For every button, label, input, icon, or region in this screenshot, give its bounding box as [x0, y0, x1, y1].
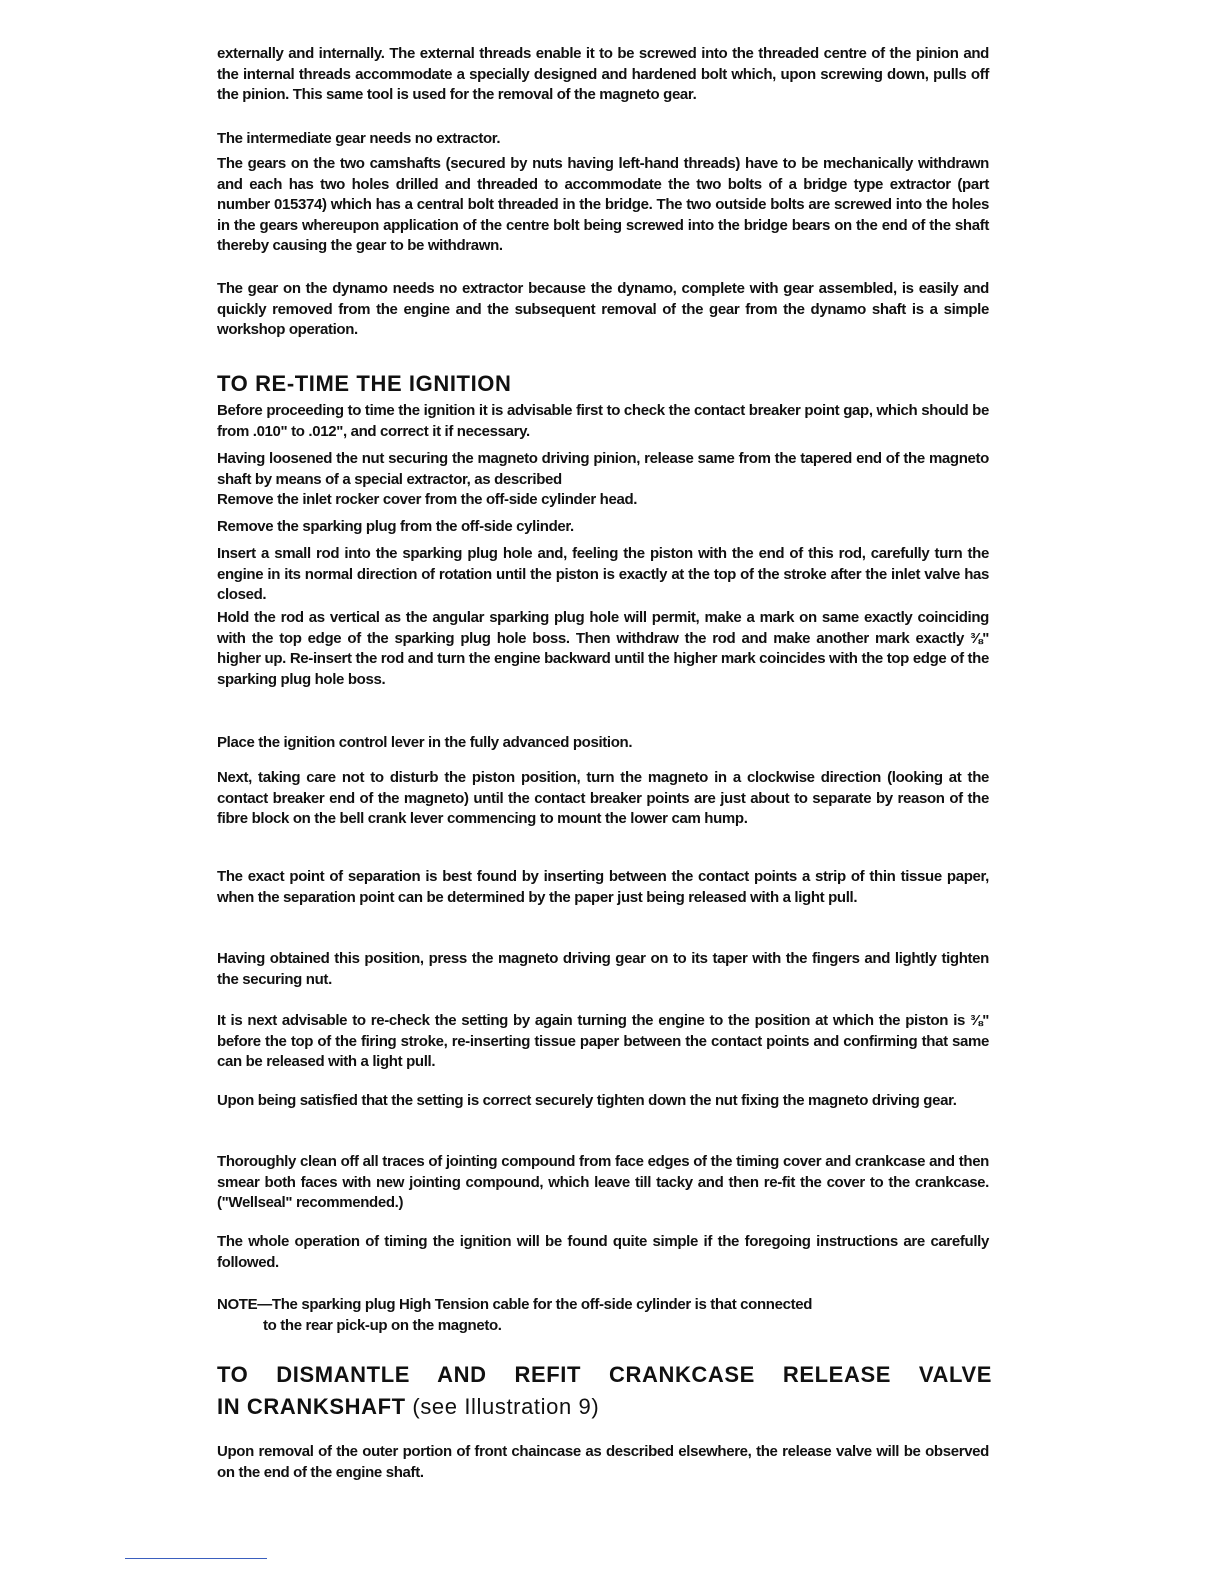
paragraph: Remove the sparking plug from the off-side cylinder. [217, 518, 574, 535]
paragraph: Place the ignition control lever in the fully advanced position. [217, 734, 633, 751]
paragraph: Upon being satisfied that the setting is correct securely tighten down the nut fixing the magneto driving gear. [217, 1092, 957, 1109]
heading-text: IN CRANKSHAFT [217, 1394, 406, 1419]
illustration-reference: (see Illustration 9) [412, 1394, 600, 1419]
paragraph: Hold the rod as vertical as the angular sparking plug hole will permit, make a mark on same exactly coinciding with the top edge of the sparking plug hole boss. Then withdraw the rod and make another mark exactly ⅜" higher up. Re-insert the rod and turn the engine backward until the higher mark coincides with the top edge of the sparking plug hole boss. [217, 609, 989, 688]
heading-line-1: TO DISMANTLE AND REFIT CRANKCASE RELEASE VALVE [217, 1362, 992, 1387]
paragraph: Insert a small rod into the sparking plug hole and, feeling the piston with the end of this rod, carefully turn the engine in its normal direction of rotation until the piston is exactly at the top of the stroke after the inlet valve has closed. [217, 545, 989, 603]
section-heading-release-valve [217, 1359, 992, 1423]
paragraph: The whole operation of timing the ignition will be found quite simple if the foregoing instructions are carefully followed. [217, 1233, 989, 1271]
note-lead: NOTE—The sparking plug High Tension cable for the off-side cylinder is that connected [217, 1296, 813, 1313]
paragraph: The exact point of separation is best found by inserting between the contact points a strip of thin tissue paper, when the separation point can be determined by the paper just being released with a light pull. [217, 868, 989, 906]
paragraph: Next, taking care not to disturb the piston position, turn the magneto in a clockwise direction (looking at the contact breaker end of the magneto) until the contact breaker points are just about to separate by reason of the fibre block on the bell crank lever commencing to mount the lower cam hump. [217, 769, 989, 827]
section-heading-ignition: TO RE-TIME THE IGNITION [217, 371, 512, 396]
paragraph: The intermediate gear needs no extractor. [217, 130, 501, 147]
note [217, 1295, 989, 1336]
paragraph: Thoroughly clean off all traces of jointing compound from face edges of the timing cover and crankcase and then smear both faces with new jointing compound, which leave till tacky and then re-fit the cover to the crankcase. ("Wellseal" recommended.) [217, 1153, 989, 1211]
paragraph: Having obtained this position, press the magneto driving gear on to its taper with the fingers and lightly tighten the securing nut. [217, 950, 989, 988]
paragraph: Remove the inlet rocker cover from the off-side cylinder head. [217, 491, 638, 508]
paragraph: externally and internally. The external threads enable it to be screwed into the threaded centre of the pinion and the internal threads accommodate a specially designed and hardened bolt which, upon screwing down, pulls off the pinion. This same tool is used for the removal of the magneto gear. [217, 45, 989, 103]
paragraph: Having loosened the nut securing the magneto driving pinion, release same from the tapered end of the magneto shaft by means of a special extractor, as described [217, 450, 989, 488]
paragraph: Before proceeding to time the ignition it is advisable first to check the contact breaker point gap, which should be from .010" to .012", and correct it if necessary. [217, 402, 989, 440]
footnote-rule [125, 1558, 267, 1559]
paragraph: Upon removal of the outer portion of front chaincase as described elsewhere, the release valve will be observed on the end of the engine shaft. [217, 1443, 989, 1481]
heading-line-2 [217, 1391, 992, 1423]
paragraph: The gear on the dynamo needs no extractor because the dynamo, complete with gear assembled, is easily and quickly removed from the engine and the subsequent removal of the gear from the dynamo shaft is a simple workshop operation. [217, 280, 989, 338]
note-continuation: to the rear pick-up on the magneto. [263, 1316, 502, 1334]
paragraph: It is next advisable to re-check the setting by again turning the engine to the position at which the piston is ⅜" before the top of the firing stroke, re-inserting tissue paper between the contact points and confirming that same can be released with a light pull. [217, 1012, 989, 1070]
paragraph: The gears on the two camshafts (secured by nuts having left-hand threads) have to be mechanically withdrawn and each has two holes drilled and threaded to accommodate the two bolts of a bridge type extractor (part number 015374) which has a central bolt threaded in the bridge. The two outside bolts are screwed into the holes in the gears whereupon application of the centre bolt being screwed into the bridge bears on the end of the shaft thereby causing the gear to be withdrawn. [217, 155, 989, 254]
